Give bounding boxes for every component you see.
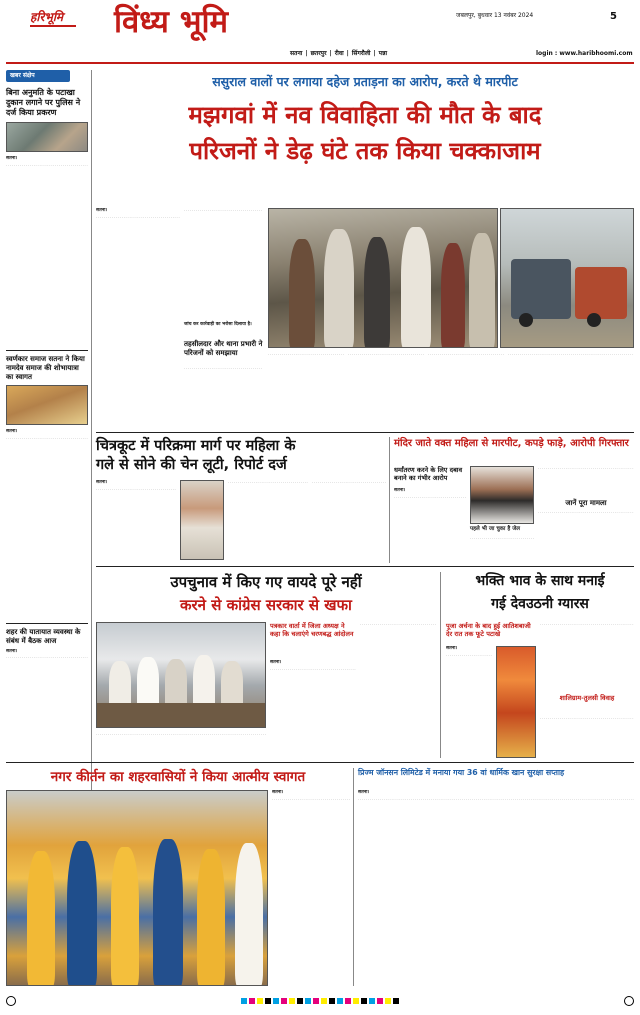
congress-headline-line-1: उपचुनाव में किए गए वायदे पूरे नहीं <box>170 573 362 591</box>
color-swatch <box>385 998 391 1004</box>
color-swatch <box>265 998 271 1004</box>
lead-headline-line-1: मझगवां में नव विवाहिता की मौत के बाद <box>188 100 542 129</box>
sidebar-story-2-photo <box>6 385 88 425</box>
date-line: जबलपुर, बुधवार 13 नवंबर 2024 <box>456 12 534 19</box>
congress-bhakti-divider <box>440 572 441 758</box>
lead-body-col-7 <box>508 352 634 428</box>
lead-photo-trucks <box>500 208 634 348</box>
lead-body-col-2 <box>184 208 262 318</box>
sidebar-story-1 <box>6 88 88 346</box>
temple-headline: मंदिर जाते वक्त महिला से मारपीट, कपड़े फाड़े, आरोपी गिरफ्तार <box>394 438 629 449</box>
lead-body-col-5 <box>348 352 424 428</box>
lead-photo-caption: जांच कर कार्रवाही का भरोसा दिलाया है। <box>184 322 252 327</box>
prism-headline: प्रिज्म जॉनसन लिमिटेड में मनाया गया 36 वां धार्मिक खान सुरक्षा सप्ताह <box>358 768 565 777</box>
lead-body-col-3 <box>184 366 262 428</box>
congress-body-col-1: सतना। ..... <box>270 660 356 758</box>
registration-mark-left <box>6 996 16 1006</box>
sidebar-column-rule <box>91 70 92 825</box>
color-swatch <box>313 998 319 1004</box>
chain-headline-line-2: गले से सोने की चेन लूटी, रिपोर्ट दर्ज <box>96 456 287 473</box>
congress-headline-line-2: करने से कांग्रेस सरकार से खफा <box>180 596 352 614</box>
color-swatch <box>361 998 367 1004</box>
rule-under-congress <box>6 762 634 763</box>
bhakti-body-col-3 <box>540 716 634 758</box>
color-swatch <box>297 998 303 1004</box>
nagar-procession-photo <box>6 790 268 986</box>
sidebar-story-3-headline: शहर की यातायात व्यवस्था के संबंध में बैठक आज <box>6 628 81 646</box>
chain-photo-woman <box>180 480 224 560</box>
website[interactable]: login : www.haribhoomi.com <box>536 50 633 57</box>
color-swatch <box>305 998 311 1004</box>
city-2: छतरपुर <box>310 50 327 57</box>
color-swatch <box>393 998 399 1004</box>
color-bar <box>241 998 399 1004</box>
lead-headline-line-2: परिजनों ने डेढ़ घंटे तक किया चक्काजाम <box>189 137 541 166</box>
city-5: पन्ना <box>378 50 388 57</box>
color-swatch <box>345 998 351 1004</box>
color-swatch <box>241 998 247 1004</box>
bhakti-tulsi-photo <box>496 646 536 758</box>
bhakti-side-subhead: शालिग्राम-तुलसी विवाह <box>559 694 615 702</box>
color-swatch <box>281 998 287 1004</box>
brand-logo: हरिभूमि <box>30 10 64 24</box>
color-swatch <box>369 998 375 1004</box>
color-swatch <box>329 998 335 1004</box>
bhakti-subhead: पूजा अर्चना के बाद हुई आतिशबाजी देर रात तक फूटे पटाखे <box>446 622 531 639</box>
lead-kicker: ससुराल वालों पर लगाया दहेज प्रताड़ना का आरोप, करते थे मारपीट <box>212 74 518 89</box>
registration-mark-right <box>624 996 634 1006</box>
lead-body-col-6 <box>428 352 504 428</box>
temple-body-col-4 <box>538 510 634 563</box>
page-number: 5 <box>610 11 617 22</box>
sidebar-story-2-body: सतना। ..... <box>6 429 88 619</box>
print-registration-strip <box>6 994 634 1008</box>
bhakti-body-col-1: सतना। ..... <box>446 646 492 758</box>
section-title: विंध्य भूमि <box>114 4 229 40</box>
lead-body-col-1: सतना। ..... <box>96 208 180 428</box>
sidebar-story-1-photo <box>6 122 88 152</box>
temple-side-subhead: जानें पूरा मामला <box>565 499 607 507</box>
bhakti-body-col-2 <box>540 622 634 692</box>
color-swatch <box>377 998 383 1004</box>
lead-body-col-4 <box>268 352 344 428</box>
congress-subhead: पत्रकार वार्ता में जिला अध्यक्ष ने कहा कि चलाएंगे चरणबद्ध आंदोलन <box>270 622 354 639</box>
chain-body-col-1: सतना। ..... <box>96 480 176 560</box>
city-1: सतना <box>290 50 303 57</box>
temple-accused-photo <box>470 466 534 524</box>
masthead-rule <box>6 62 634 64</box>
congress-body-col-3 <box>96 732 266 758</box>
sidebar-divider-1 <box>6 350 88 351</box>
chain-body-col-2 <box>228 480 308 560</box>
chain-body-col-3 <box>312 480 386 560</box>
color-swatch <box>321 998 327 1004</box>
temple-subhead: धर्मांतरण करने के लिए दबाव बनाने का गंभीर आरोप <box>394 466 463 483</box>
congress-press-photo <box>96 622 266 728</box>
nagar-headline: नगर कीर्तन का शहरवासियों ने किया आत्मीय स्वागत <box>50 769 306 785</box>
temple-body-col-1: सतना। ..... <box>394 488 466 563</box>
temple-photo-caption: पहले भी जा चुका है जेल <box>470 526 521 532</box>
color-swatch <box>289 998 295 1004</box>
chain-headline-line-1: चित्रकूट में परिक्रमा मार्ग पर महिला के <box>96 438 296 454</box>
prism-body: सतना। ..... <box>358 790 634 986</box>
bhakti-headline-line-2: गई देवउठनी ग्यारस <box>491 596 589 612</box>
sidebar-label: खबर संक्षेप <box>6 70 70 82</box>
temple-body-col-3 <box>538 466 634 496</box>
nagar-prism-divider <box>353 768 354 986</box>
color-swatch <box>249 998 255 1004</box>
bhakti-headline-line-1: भक्ति भाव के साथ मनाई <box>475 573 605 589</box>
congress-body-col-2 <box>360 622 436 758</box>
brand-underline <box>30 25 76 27</box>
temple-body-col-2 <box>470 536 534 563</box>
color-swatch <box>273 998 279 1004</box>
sidebar-story-3-body: सतना। ..... <box>6 649 88 799</box>
city-3: रीवा <box>334 50 344 57</box>
sidebar-divider-2 <box>6 623 88 624</box>
sidebar-story-2-headline: स्वर्णकार समाज सतना ने किया नामदेव समाज की शोभायात्रा का स्वागत <box>6 355 85 381</box>
nagar-body-col-1: सतना। ..... <box>272 790 350 986</box>
color-swatch <box>337 998 343 1004</box>
city-4: सिंगरौली <box>351 50 371 57</box>
lead-photo-crowd <box>268 208 498 348</box>
rule-under-chain <box>96 566 634 567</box>
color-swatch <box>353 998 359 1004</box>
color-swatch <box>257 998 263 1004</box>
chain-temple-divider <box>389 437 390 563</box>
city-strip: सतना | छतरपुर | रीवा | सिंगरौली | पन्ना <box>290 50 388 57</box>
sidebar-story-1-headline: बिना अनुमति के पटाखा दुकान लगाने पर पुलिस ने दर्ज किया प्रकरण <box>6 88 81 118</box>
sidebar-story-2 <box>6 355 88 619</box>
sidebar-story-1-body: सतना। ..... <box>6 156 88 346</box>
rule-under-lead <box>96 432 634 433</box>
lead-subhead: तहसीलदार और थाना प्रभारी ने परिजनों को समझाया <box>184 340 263 357</box>
